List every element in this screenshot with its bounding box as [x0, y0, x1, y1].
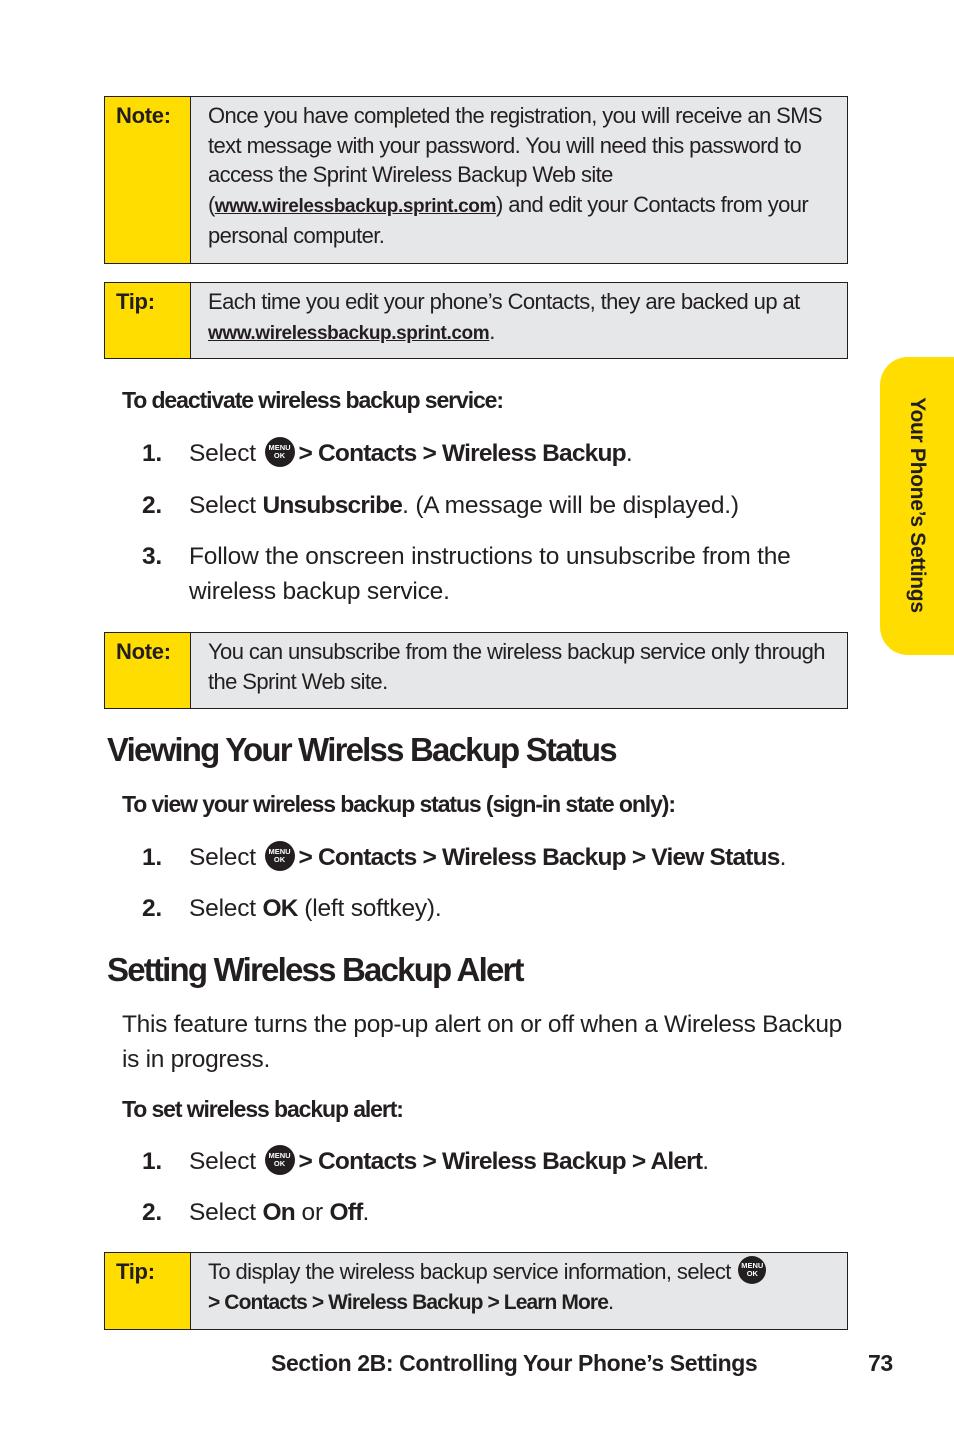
note-label: Note:	[105, 633, 191, 708]
note-text: Once you have completed the registration, you will receive an SMS text message with your password. You will need this password to access the Sprint Wireless Backup Web site (www.wirelessbackup.sprint.com) and edit your Contacts from your personal computer.	[208, 103, 822, 248]
menu-ok-key-icon: MENU OK	[265, 1145, 295, 1175]
step-item: 1. Select MENU OK > Contacts > Wireless Backup > Alert.	[142, 1144, 842, 1179]
step-item: 2. Select On or Off.	[142, 1199, 370, 1226]
note-box	[104, 632, 848, 709]
side-chapter-tab	[880, 357, 954, 655]
procedure-heading: To deactivate wireless backup service:	[122, 387, 503, 413]
tip-label: Tip:	[105, 283, 191, 358]
page-number: 73	[868, 1350, 893, 1376]
procedure-heading: To set wireless backup alert:	[122, 1096, 403, 1122]
tip-label: Tip:	[105, 1253, 191, 1329]
tip-box	[104, 282, 848, 359]
section-intro: This feature turns the pop-up alert on or off when a Wireless Backup is in progress.	[122, 1011, 842, 1073]
side-tab-label: Your Phone’s Settings	[906, 397, 929, 613]
procedure-heading: To view your wireless backup status (sign-in state only):	[122, 791, 675, 817]
tip-box	[104, 1252, 848, 1330]
website-link[interactable]: www.wirelessbackup.sprint.com	[214, 195, 496, 217]
step-item: 3. Follow the onscreen instructions to unsubscribe from the wireless backup service.	[142, 543, 791, 605]
tip-text: To display the wireless backup service information, select MENU OK > Contacts > Wireless Backup > Learn More.	[191, 1253, 847, 1329]
note-text: You can unsubscribe from the wireless backup service only through the Sprint Web site.	[208, 639, 825, 694]
menu-ok-key-icon: MENU OK	[738, 1256, 766, 1284]
step-item: 1. Select MENU OK > Contacts > Wireless Backup.	[142, 436, 842, 471]
website-link[interactable]: www.wirelessbackup.sprint.com	[208, 322, 490, 344]
note-box	[104, 96, 848, 264]
note-label: Note:	[105, 97, 191, 263]
section-title: Setting Wireless Backup Alert	[107, 951, 523, 988]
section-title: Viewing Your Wirelss Backup Status	[107, 731, 616, 768]
footer-section-title: Section 2B: Controlling Your Phone’s Settings	[271, 1350, 758, 1376]
step-item: 2. Select OK (left softkey).	[142, 895, 442, 922]
step-item: 2. Select Unsubscribe. (A message will be displayed.)	[142, 492, 739, 519]
menu-ok-key-icon: MENU OK	[265, 437, 295, 467]
menu-ok-key-icon: MENU OK	[265, 841, 295, 871]
tip-text: Each time you edit your phone’s Contacts, they are backed up at www.wirelessbackup.sprint.com.	[208, 289, 800, 344]
step-item: 1. Select MENU OK > Contacts > Wireless Backup > View Status.	[142, 840, 842, 875]
